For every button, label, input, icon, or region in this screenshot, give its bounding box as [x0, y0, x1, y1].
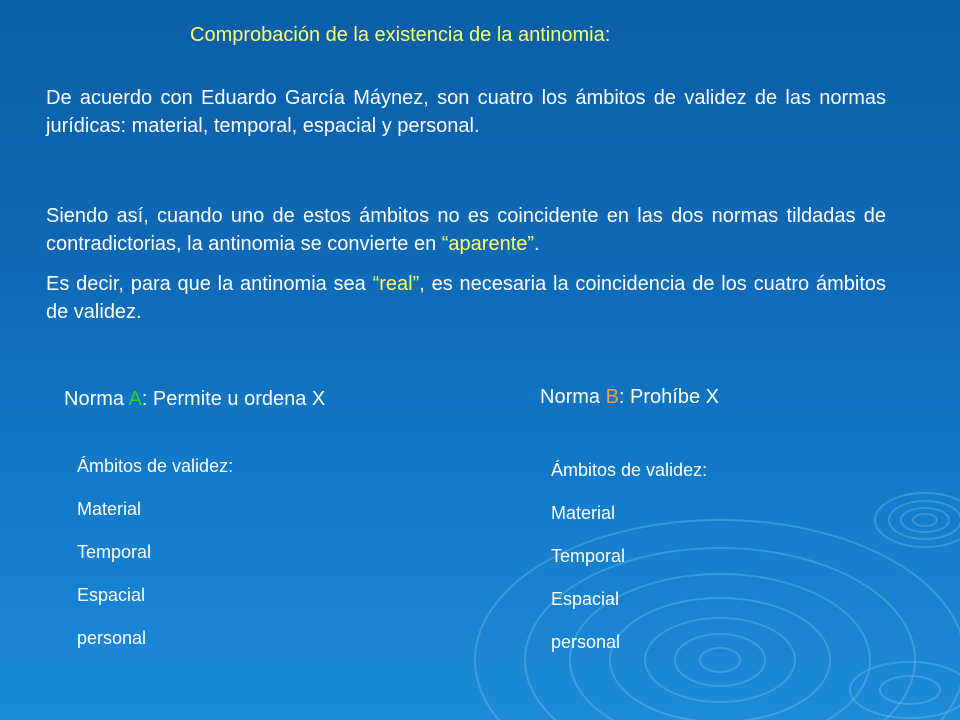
norma-a-suffix: : Permite u ordena X [141, 388, 326, 410]
norma-b-item-personal: personal [551, 632, 621, 652]
norma-a-item-material: Material [77, 499, 142, 519]
norma-b-letter: B [605, 386, 619, 408]
slide-title [190, 24, 610, 47]
paragraph-aparente-before: Siendo así, cuando uno de estos ámbitos no es coincidente en las dos normas tildadas de contradictorias, la antinomia se convierte en [46, 205, 886, 255]
paragraph-garcia-maynez: De acuerdo con Eduardo García Máynez, son cuatro los ámbitos de validez de las normas jurídicas: material, temporal, espacial y personal. [46, 87, 886, 137]
paragraph-aparente [46, 202, 886, 258]
norma-b-item-espacial: Espacial [551, 589, 620, 609]
norma-b-item-temporal: Temporal [551, 546, 626, 566]
norma-a-item-temporal: Temporal [77, 542, 152, 562]
norma-a-item-personal: personal [77, 628, 147, 648]
norma-b-prefix: Norma [540, 386, 606, 408]
norma-b-ambitos-list [551, 460, 707, 675]
norma-a-letter: A [128, 388, 142, 410]
paragraph-real [46, 270, 886, 326]
norma-b-suffix: : Prohíbe X [618, 386, 719, 408]
norma-a-heading [64, 388, 325, 411]
paragraph-real-after: , es necesaria la coincidencia de los cuatro ámbitos de validez. [46, 273, 886, 323]
highlight-aparente: “aparente” [441, 233, 535, 255]
slide-title-colon: : [604, 24, 611, 46]
norma-a-prefix: Norma [64, 388, 129, 410]
norma-a-item-espacial: Espacial [77, 585, 146, 605]
norma-a-ambitos-list [77, 456, 233, 671]
norma-b-list-heading: Ámbitos de validez: [551, 460, 708, 480]
slide-title-text: Comprobación de la existencia de la antinomia [190, 24, 605, 46]
norma-b-heading [540, 386, 719, 409]
highlight-real: “real” [372, 273, 420, 295]
norma-a-list-heading: Ámbitos de validez: [77, 456, 234, 476]
paragraph-aparente-after: . [534, 233, 540, 255]
paragraph-real-before: Es decir, para que la antinomia sea [46, 273, 373, 295]
norma-b-item-material: Material [551, 503, 616, 523]
